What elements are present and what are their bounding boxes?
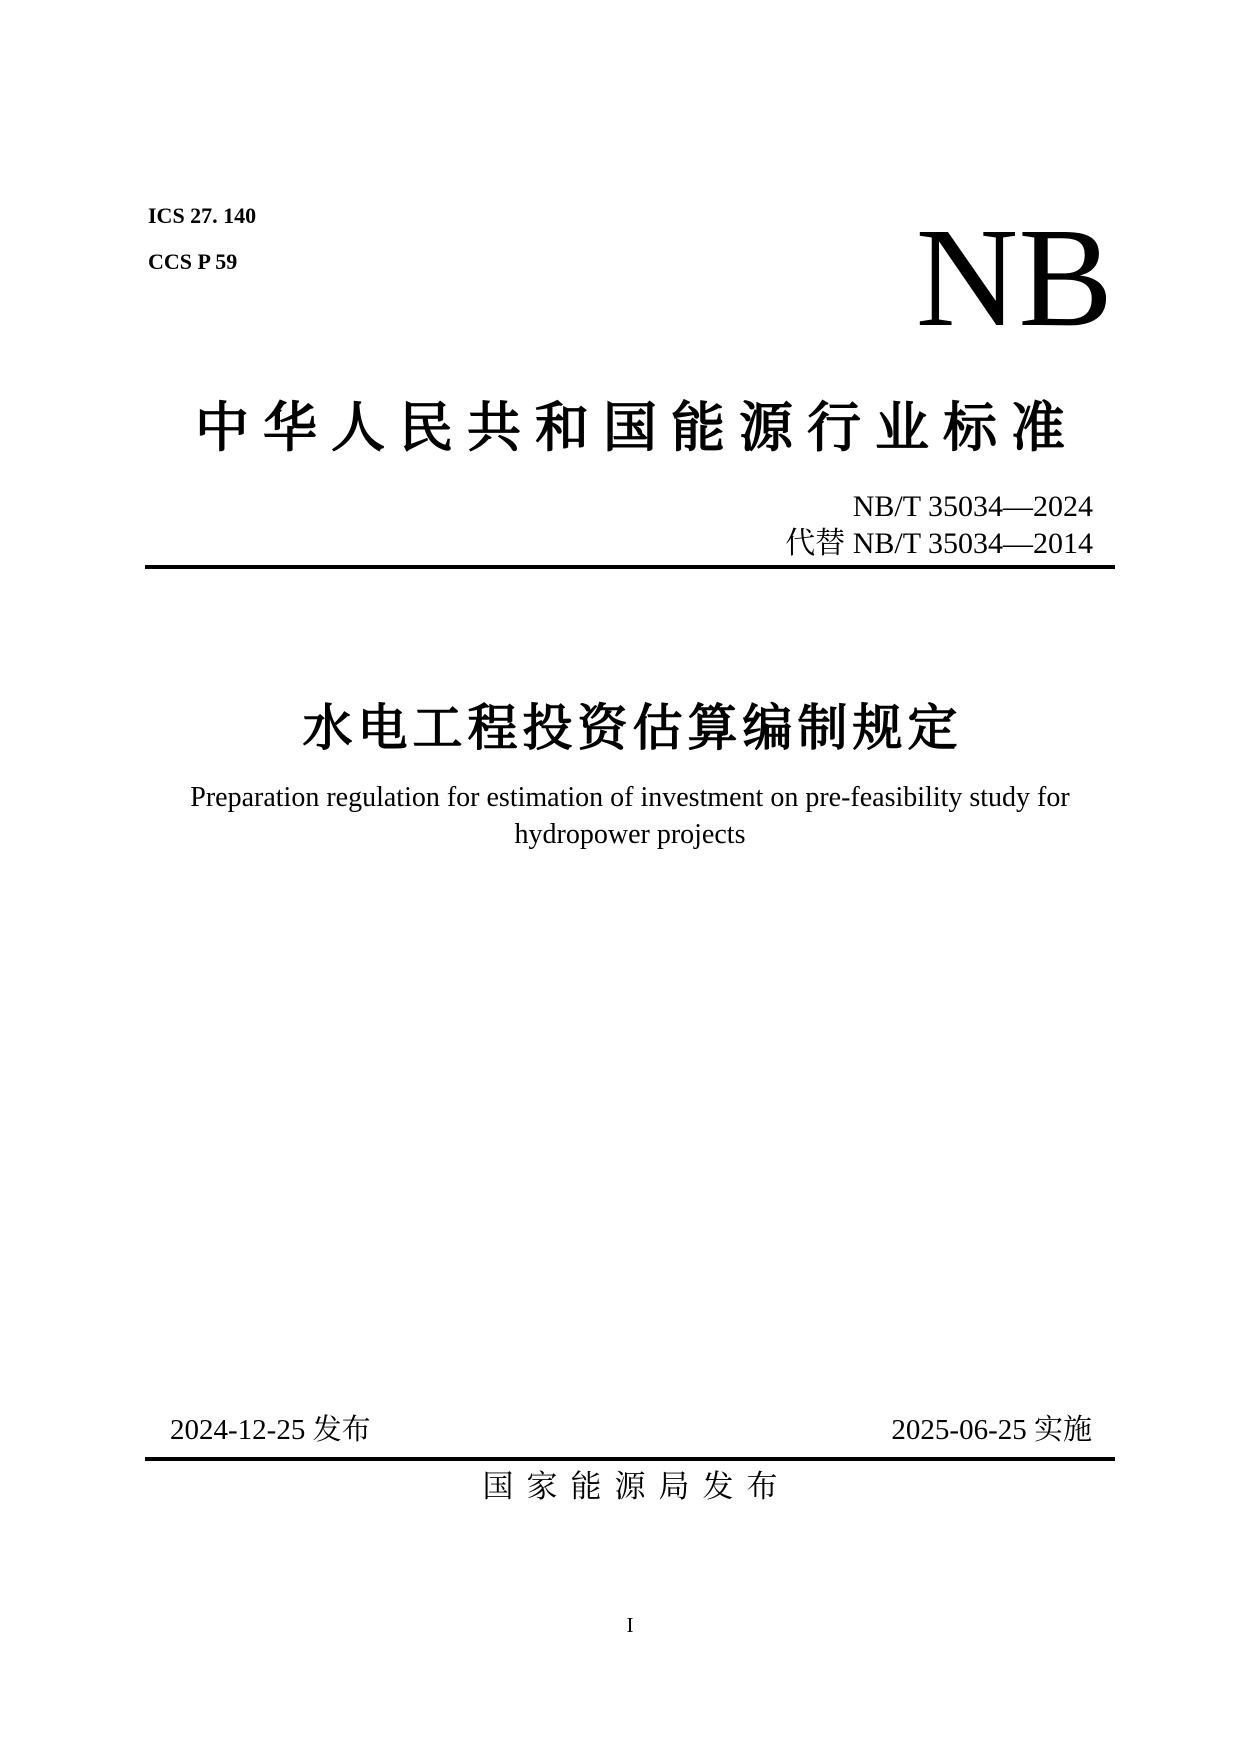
page-number: I <box>626 1613 634 1637</box>
ccs-code: CCS P 59 <box>148 249 238 274</box>
implement-date: 2025-06-25 实施 <box>891 1414 1092 1446</box>
document-title-en-line1: Preparation regulation for estimation of investment on pre-feasibility study for <box>190 782 1070 813</box>
nb-logo: NB <box>915 198 1113 356</box>
ics-code: ICS 27. 140 <box>148 203 257 228</box>
bottom-horizontal-rule <box>145 1457 1115 1461</box>
standard-name-heading: 中华人民共和国能源行业标准 <box>195 398 1079 458</box>
standard-number-block <box>785 488 1093 562</box>
release-date: 2024-12-25 发布 <box>170 1414 371 1446</box>
issuing-authority: 国家能源局发布 <box>482 1469 791 1504</box>
document-title-zh: 水电工程投资估算编制规定 <box>302 700 963 756</box>
standard-number: NB/T 35034—2024 <box>852 490 1093 523</box>
document-title-en-line2: hydropower projects <box>514 819 746 850</box>
top-horizontal-rule <box>145 565 1115 569</box>
document-title-en <box>145 779 1115 853</box>
replaced-standard-number: 代替 NB/T 35034—2014 <box>785 527 1093 560</box>
